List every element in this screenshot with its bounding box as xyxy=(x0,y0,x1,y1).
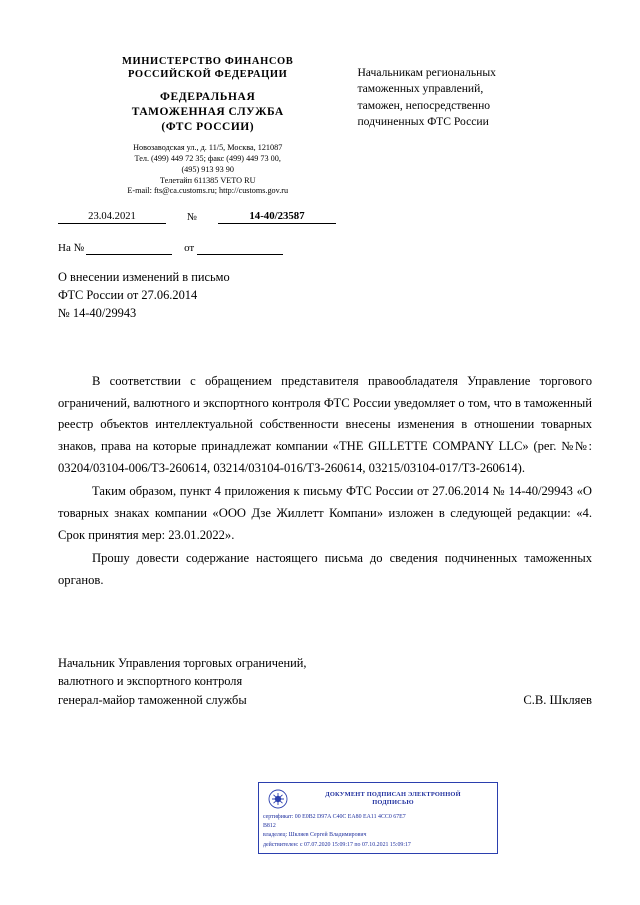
addressee-line-3: таможен, непосредственно xyxy=(357,98,491,112)
incoming-number-blank xyxy=(86,242,172,255)
document-number: 14-40/23587 xyxy=(218,210,336,224)
incoming-row xyxy=(58,233,358,255)
subject-line-1: О внесении изменений в письмо xyxy=(58,270,230,285)
letterhead-email: E-mail: fts@ca.customs.ru; http://customs.gov.ru xyxy=(127,186,289,196)
letterhead-phone-secondary: (495) 913 93 90 xyxy=(181,164,234,174)
electronic-signature-stamp xyxy=(258,782,498,854)
stamp-owner: владелец: Шкляев Сергей Владимирович xyxy=(263,832,367,839)
signature-title-line-2: валютного и экспортного контроля xyxy=(58,674,243,689)
subject-line-2: ФТС России от 27.06.2014 xyxy=(58,288,198,303)
stamp-certificate-continued: B812 xyxy=(263,822,276,829)
signatory-name: С.В. Шкляев xyxy=(523,692,592,707)
body-paragraph-2: Таким образом, пункт 4 приложения к письму ФТС России от 27.06.2014 № 14-40/29943 «О товарных знаках компании «ООО Дзе Жиллетт Компани» изложен в следующей редакции: «4. Срок принятия мер: 23.01.2022». xyxy=(58,484,592,542)
letterhead-address: Новозаводская ул., д. 11/5, Москва, 121087 xyxy=(133,143,283,153)
signature-block xyxy=(58,654,592,710)
number-sign: № xyxy=(186,212,198,224)
incoming-date-blank xyxy=(197,242,283,255)
addressee-line-2: таможенных управлений, xyxy=(357,82,484,96)
body-paragraph-1: В соответствии с обращением представителя правообладателя Управление торгового ограничений, валютного и экспортного контроля ФТС России уведомляет о том, что в таможенный реестр объектов интеллектуальной собственности внесены изменения в отношении товарных знаков, права на которые принадлежат компании «THE GILLETTE COMPANY LLC» (рег. №№: 03204/03104-006/ТЗ-260614, 03214/03104-016/ТЗ-260614, 03215/03104-017/ТЗ-260614). xyxy=(58,374,592,475)
ministry-name-line-2: РОССИЙСКОЙ ФЕДЕРАЦИИ xyxy=(127,69,288,81)
letterhead-teletype: Телетайп 611385 VETO RU xyxy=(159,175,256,185)
service-name-line-1: ФЕДЕРАЛЬНАЯ xyxy=(160,91,256,104)
document-header xyxy=(58,55,592,197)
addressee-line-1: Начальникам региональных xyxy=(357,66,496,79)
subject-line-3: № 14-40/29943 xyxy=(58,306,137,321)
letterhead-phone: Тел. (499) 449 72 35; факс (499) 449 73 00, xyxy=(134,153,281,163)
stamp-title-line-1: ДОКУМЕНТ ПОДПИСАН ЭЛЕКТРОННОЙ xyxy=(325,791,461,798)
service-name-line-3: (ФТС РОССИИ) xyxy=(161,121,255,134)
subject-block xyxy=(58,269,358,323)
stamp-validity: действителен: с 07.07.2020 15:09:17 по 07.10.2021 15:09:17 xyxy=(263,841,411,848)
service-name-line-2: ТАМОЖЕННАЯ СЛУЖБА xyxy=(131,106,284,119)
addressee-block xyxy=(357,55,592,131)
body-paragraph-3: Прошу довести содержание настоящего письма до сведения подчиненных таможенных органов. xyxy=(58,551,592,588)
ministry-name-line-1: МИНИСТЕРСТВО ФИНАНСОВ xyxy=(122,56,294,67)
addressee-line-4: подчиненных ФТС России xyxy=(357,115,489,129)
incoming-number-label: На № xyxy=(58,242,85,255)
letterhead-contacts xyxy=(58,143,357,197)
document-body xyxy=(58,371,592,592)
letterhead xyxy=(58,55,357,197)
stamp-header xyxy=(263,786,493,812)
reference-number-block xyxy=(58,207,358,255)
stamp-title-line-2: ПОДПИСЬЮ xyxy=(372,799,414,806)
incoming-date-label: от xyxy=(184,242,195,255)
signature-title-line-1: Начальник Управления торговых ограничений, xyxy=(58,655,307,670)
signature-title-line-3: генерал-майор таможенной службы xyxy=(58,692,247,707)
electronic-signature-icon xyxy=(263,786,293,812)
stamp-certificate: сертификат: 00 E0B2 D97A C40C EA80 EA11 4CC0 67E7 xyxy=(263,814,406,820)
stamp-title xyxy=(293,791,493,807)
outgoing-row xyxy=(58,207,358,224)
document-date: 23.04.2021 xyxy=(58,211,166,224)
